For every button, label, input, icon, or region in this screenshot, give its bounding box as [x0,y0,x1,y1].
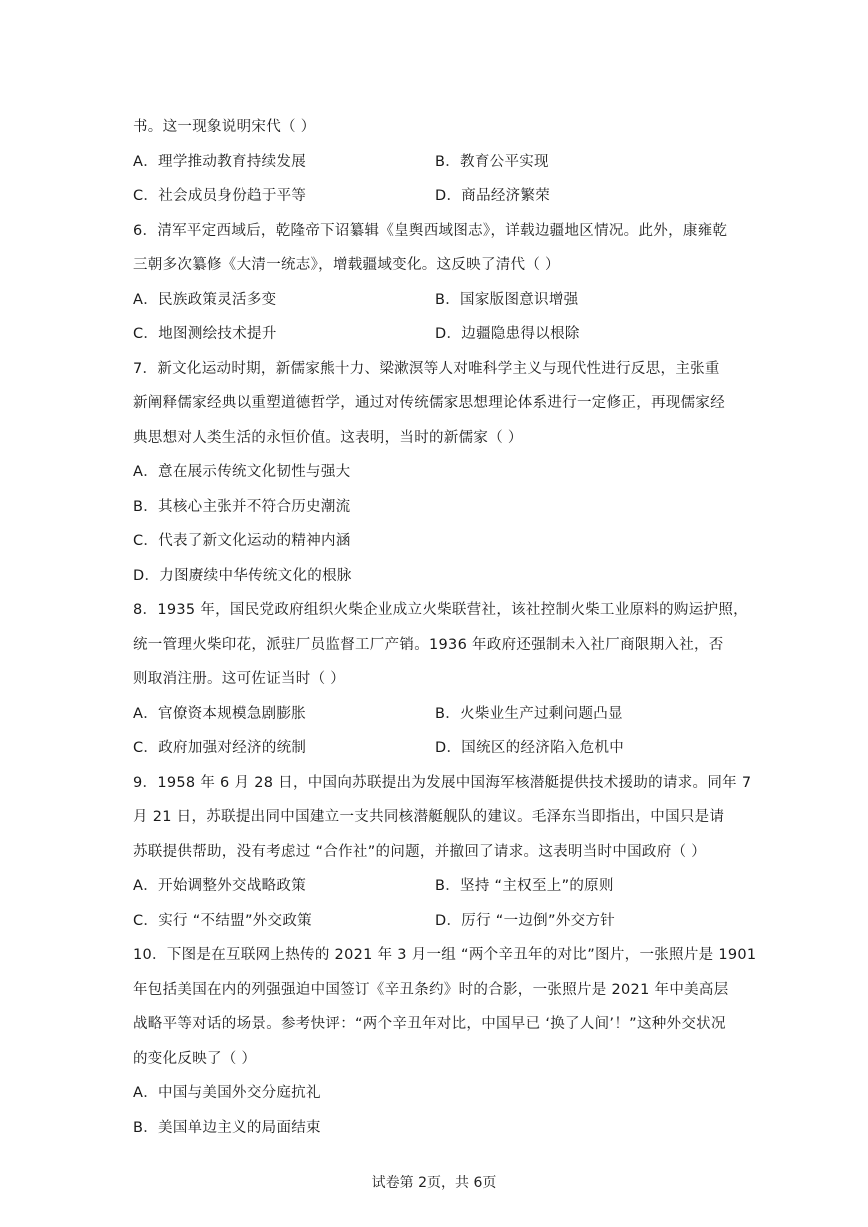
option-c: C．代表了新文化运动的精神内涵 [133,533,351,549]
question-6 [133,214,733,352]
question-stem-line: 战略平等对话的场景。参考快评：“两个辛丑年对比，中国早已 ‘换了人间’！”这种外交状况 [133,1016,726,1032]
option-a: A．意在展示传统文化韧性与强大 [133,464,351,480]
option-row [133,904,733,939]
option-row [133,731,733,766]
option-b: B．其核心主张并不符合历史潮流 [133,498,351,515]
question-stem-line: 统一管理火柴印花，派驻厂员监督工厂产销。1936 年政府还强制未入社厂商限期入社，否 [133,636,724,653]
option-row [133,145,733,180]
question-stem-line: 三朝多次纂修《大清一统志》，增载疆域变化。这反映了清代（ ） [133,257,560,273]
option-a: A．开始调整外交战略政策 [133,878,307,894]
question-content [133,110,757,1145]
option-b: B．教育公平实现 [435,153,549,170]
page-footer: 试卷第 2页，共 6页 [371,1175,497,1191]
option-b: B．火柴业生产过剩问题凸显 [435,705,623,722]
question-stem-line: 7．新文化运动时期，新儒家熊十力、梁漱溟等人对唯科学主义与现代性进行反思，主张重 [133,360,720,377]
question-stem-line: 书。这一现象说明宋代（ ） [133,119,316,135]
option-c: C．实行 “不结盟”外交政策 [133,912,312,929]
option-row [133,697,733,732]
question-stem-line: 6．清军平定西域后，乾隆帝下诏纂辑《皇舆西域图志》，详载边疆地区情况。此外，康雍乾 [133,222,728,239]
option-a: A．民族政策灵活多变 [133,291,277,308]
option-row [133,179,733,214]
option-row [133,283,733,318]
option-b: B．国家版图意识增强 [435,291,579,308]
option-d: D．力图赓续中华传统文化的根脉 [133,567,352,584]
question-stem-line: 9．1958 年 6 月 28 日，中国向苏联提出为发展中国海军核潜艇提供技术援助的请求。同年 7 [133,774,752,791]
question-5-tail [133,110,733,214]
option-b: B．坚持 “主权至上”的原则 [435,878,614,894]
option-c: C．社会成员身份趋于平等 [133,188,307,204]
question-stem-line: 则取消注册。这可佐证当时（ ） [133,671,346,687]
option-a: A．中国与美国外交分庭抗礼 [133,1085,321,1101]
question-7 [133,352,733,594]
option-d: D．边疆隐患得以根除 [435,326,580,342]
question-9 [133,766,752,939]
option-row [133,869,733,904]
question-10 [133,938,757,1145]
option-b: B．美国单边主义的局面结束 [133,1119,321,1136]
question-stem-line: 年包括美国在内的列强强迫中国签订《辛丑条约》时的合影，一张照片是 2021 年中美高层 [133,981,729,998]
option-c: C．地图测绘技术提升 [133,326,277,342]
question-stem-line: 8．1935 年，国民党政府组织火柴企业成立火柴联营社，该社控制火柴工业原料的购运护照， [133,602,748,618]
option-d: D．厉行 “一边倒”外交方针 [435,912,615,929]
question-8 [133,593,748,766]
question-stem-line: 典思想对人类生活的永恒价值。这表明，当时的新儒家（ ） [133,429,523,446]
option-d: D．商品经济繁荣 [435,188,551,204]
question-stem-line: 10．下图是在互联网上热传的 2021 年 3 月一组 “两个辛丑年的对比”图片，一张照片是 1901 [133,947,757,963]
question-stem-line: 的变化反映了（ ） [133,1050,257,1067]
option-d: D．国统区的经济陷入危机中 [435,740,625,756]
question-stem-line: 月 21 日，苏联提出同中国建立一支共同核潜艇舰队的建议。毛泽东当即指出，中国只是请 [133,809,725,825]
option-c: C．政府加强对经济的统制 [133,740,307,756]
question-stem-line: 苏联提供帮助，没有考虑过 “合作社”的问题，并撤回了请求。这表明当时中国政府（ ） [133,843,707,860]
option-a: A．官僚资本规模急剧膨胀 [133,705,307,722]
option-a: A．理学推动教育持续发展 [133,153,307,170]
option-row [133,317,733,352]
question-stem-line: 新阐释儒家经典以重塑道德哲学，通过对传统儒家思想理论体系进行一定修正，再现儒家经 [133,395,725,411]
